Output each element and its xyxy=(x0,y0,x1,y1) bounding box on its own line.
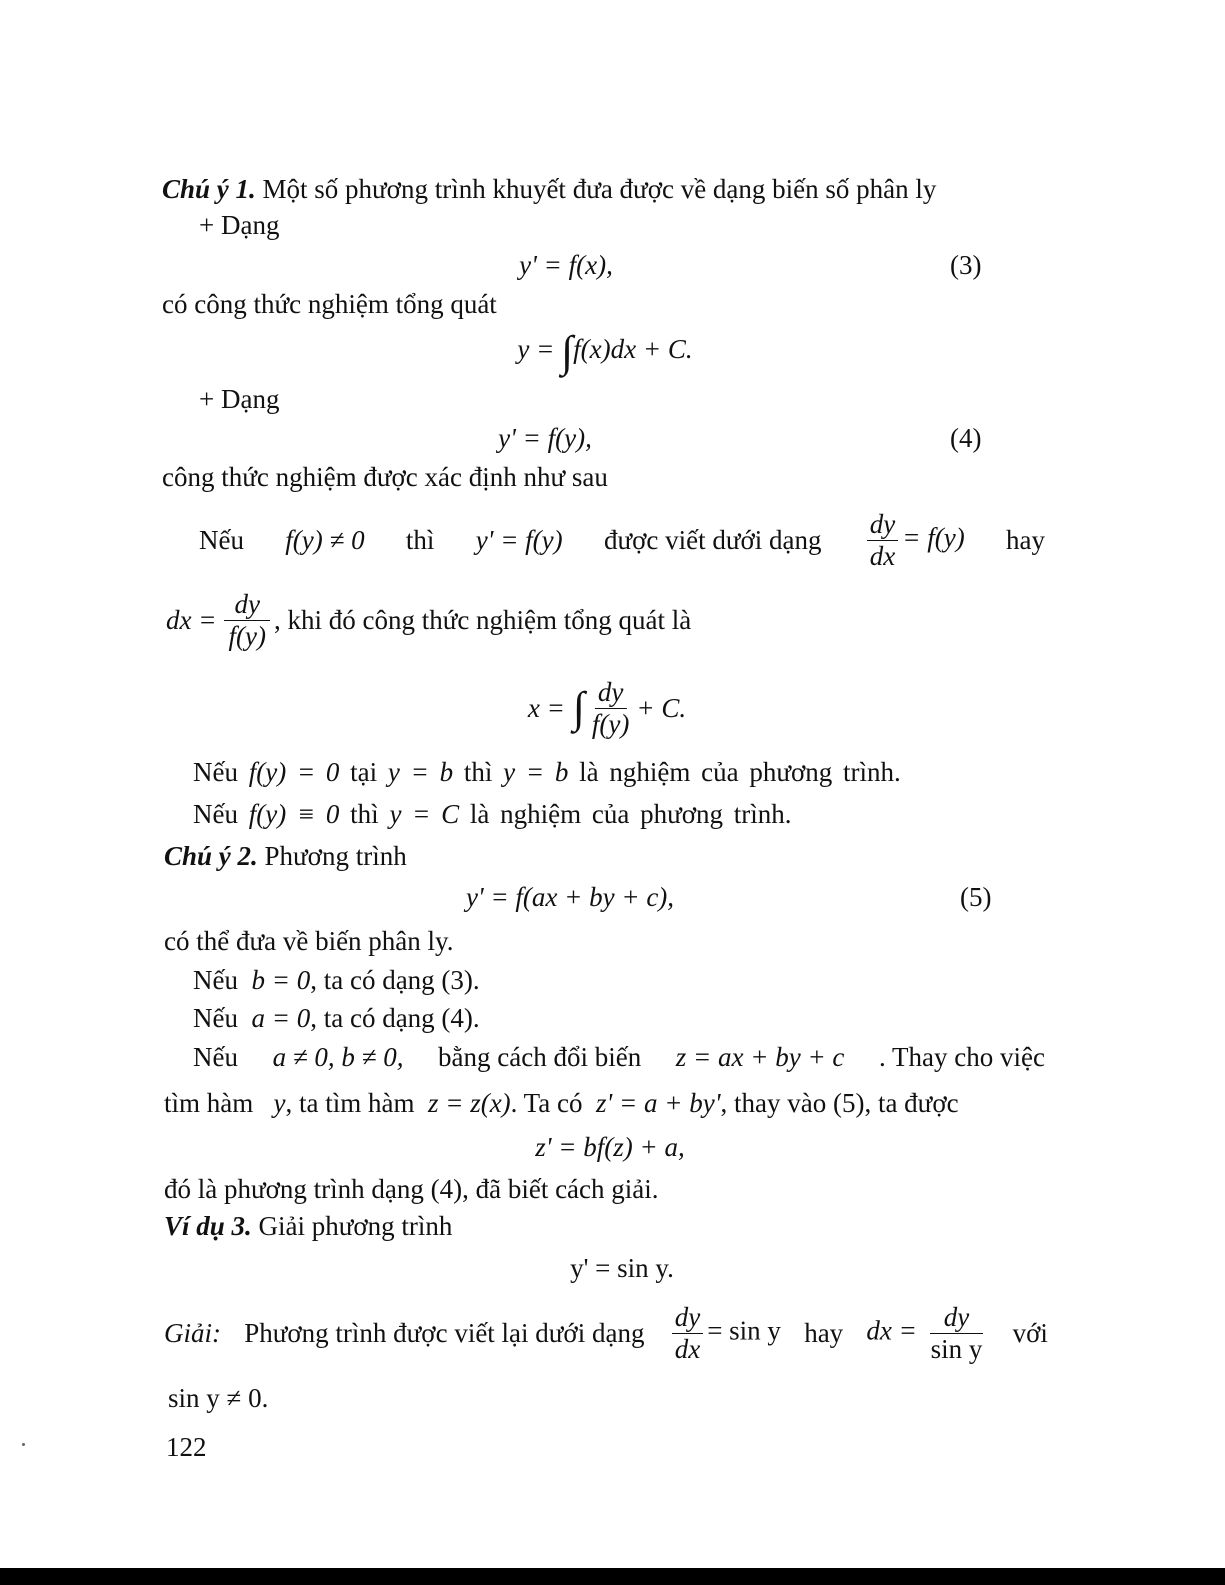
find-text1: tìm hàm xyxy=(164,1088,254,1118)
equation-4: y' = f(y), xyxy=(498,423,592,453)
equation-5: y' = f(ax + by + c), xyxy=(465,882,675,912)
find-text2: , ta tìm hàm xyxy=(285,1088,415,1118)
form-a-label: + Dạng xyxy=(199,210,280,240)
casea-cond: a = 0 xyxy=(251,1003,311,1033)
case3-then: thì xyxy=(350,799,379,829)
note2-heading: Chú ý 2. xyxy=(164,841,258,871)
caseab-prefix: Nếu xyxy=(193,1042,238,1072)
denominator: f(y) xyxy=(228,620,266,651)
dx-lhs: dx = xyxy=(166,604,217,635)
condition: sin y ≠ 0. xyxy=(168,1383,269,1413)
numerator: dy xyxy=(930,1304,983,1334)
numerator: dy xyxy=(595,679,626,709)
numerator: dy xyxy=(867,511,898,541)
with-text: với xyxy=(1012,1317,1048,1348)
solution-frac2-expr xyxy=(866,1301,989,1364)
example3-text: Giải phương trình xyxy=(258,1211,453,1241)
page-number: 122 xyxy=(166,1432,207,1462)
frac1-rhs: = sin y xyxy=(707,1315,781,1346)
dx-line xyxy=(166,584,691,656)
case1-eq: y' = f(y) xyxy=(475,524,563,555)
equation-4-number: (4) xyxy=(950,423,982,453)
form-b-label: + Dạng xyxy=(199,384,280,414)
caseab-sub: z = ax + by + c xyxy=(675,1042,845,1072)
find-y: y xyxy=(273,1088,286,1118)
numerator: dy xyxy=(672,1304,703,1334)
find-z: z = z(x) xyxy=(427,1088,511,1118)
integral-sign: ∫ xyxy=(572,683,585,732)
case-b-line xyxy=(193,967,480,994)
solution-frac1-expr xyxy=(668,1301,781,1364)
denominator: dx xyxy=(869,540,896,571)
note1-text: Một số phương trình khuyết đưa được về dạng biến số phân ly xyxy=(262,174,937,204)
case2-mid: tại xyxy=(350,757,378,787)
find-text3: . Ta có xyxy=(510,1088,583,1118)
scan-speck xyxy=(22,1443,25,1446)
case2-text: là nghiệm của phương trình. xyxy=(579,757,901,787)
fraction-dy-dx xyxy=(867,508,898,571)
equation-z: z' = bf(z) + a, xyxy=(535,1132,685,1162)
case1-frac-rhs: = f(y) xyxy=(902,522,965,553)
dx-lhs: dx = xyxy=(866,1315,917,1346)
solution-4 xyxy=(528,670,686,746)
casea-prefix: Nếu xyxy=(193,1003,238,1033)
dx-text: , khi đó công thức nghiệm tổng quát là xyxy=(273,604,692,635)
case1-or: hay xyxy=(1005,524,1045,555)
case1-then: thì xyxy=(405,524,435,555)
note2-line xyxy=(164,843,407,870)
case2-then: thì xyxy=(463,757,493,787)
sol3-lhs: y = xyxy=(517,334,555,365)
solution-3 xyxy=(517,327,693,376)
case2-sol: y = b xyxy=(503,757,569,787)
fraction-dy-fy-2 xyxy=(589,676,632,739)
find-deriv: z' = a + by' xyxy=(596,1088,721,1118)
equation-5-number: (5) xyxy=(960,882,992,912)
example3-line xyxy=(164,1213,452,1240)
or-text: hay xyxy=(804,1317,844,1348)
caseab-text: bằng cách đổi biến xyxy=(438,1042,642,1072)
case2-line xyxy=(193,759,901,786)
denominator: sin y xyxy=(930,1333,983,1364)
reduce-text: có thể đưa về biến phân ly. xyxy=(164,926,454,956)
case3-sol: y = C xyxy=(389,799,460,829)
case2-prefix: Nếu xyxy=(193,757,238,787)
sol4-rhs: + C. xyxy=(636,692,687,723)
solution-text: Phương trình được viết lại dưới dạng xyxy=(244,1317,645,1348)
denominator: f(y) xyxy=(591,708,630,739)
solution-line xyxy=(164,1297,1048,1369)
case3-condition: f(y) ≡ 0 xyxy=(248,799,340,829)
numerator: dy xyxy=(224,591,269,621)
sol4-lhs: x = xyxy=(527,692,565,723)
caseab-text2: . Thay cho việc xyxy=(879,1042,1045,1072)
sol3-rhs: f(x)dx + C. xyxy=(573,334,693,365)
caseb-prefix: Nếu xyxy=(193,965,238,995)
equation-3-number: (3) xyxy=(950,250,982,280)
case1-line xyxy=(199,505,1045,575)
general-solution-intro: có công thức nghiệm tổng quát xyxy=(162,289,497,319)
fraction-dy-siny xyxy=(928,1301,986,1364)
note2-text: Phương trình xyxy=(264,841,407,871)
case1-text: được viết dưới dạng xyxy=(603,524,822,555)
note1-heading: Chú ý 1. xyxy=(162,174,256,204)
case1-prefix: Nếu xyxy=(199,524,244,555)
case-ab-line xyxy=(193,1044,1045,1071)
caseab-cond: a ≠ 0, b ≠ 0, xyxy=(272,1042,404,1072)
solution-label: Giải: xyxy=(164,1317,221,1348)
example3-equation: y' = sin y. xyxy=(570,1253,674,1283)
case-a-line xyxy=(193,1005,480,1032)
caseb-text: , ta có dạng (3). xyxy=(310,965,480,995)
case1-fraction-expr xyxy=(863,508,965,571)
equation-3: y' = f(x), xyxy=(519,250,613,280)
case3-text: là nghiệm của phương trình. xyxy=(469,799,792,829)
note1-line xyxy=(162,176,936,203)
fraction-dy-fy xyxy=(224,588,269,651)
example3-heading: Ví dụ 3. xyxy=(164,1211,252,1241)
case3-prefix: Nếu xyxy=(193,799,238,829)
scan-border xyxy=(0,1568,1225,1585)
find-line xyxy=(164,1090,959,1117)
denominator: dx xyxy=(674,1333,701,1364)
casea-text: , ta có dạng (4). xyxy=(310,1003,480,1033)
case3-line xyxy=(193,801,792,828)
find-text4: , thay vào (5), ta được xyxy=(720,1088,959,1118)
solution-method-intro: công thức nghiệm được xác định như sau xyxy=(162,462,608,492)
caseb-cond: b = 0 xyxy=(251,965,311,995)
case1-condition: f(y) ≠ 0 xyxy=(285,524,365,555)
case2-condition: f(y) = 0 xyxy=(248,757,340,787)
fraction-dy-dx xyxy=(672,1301,703,1364)
case2-at: y = b xyxy=(387,757,454,787)
integral-sign: ∫ xyxy=(561,327,574,376)
conclusion: đó là phương trình dạng (4), đã biết cách giải. xyxy=(164,1174,659,1204)
